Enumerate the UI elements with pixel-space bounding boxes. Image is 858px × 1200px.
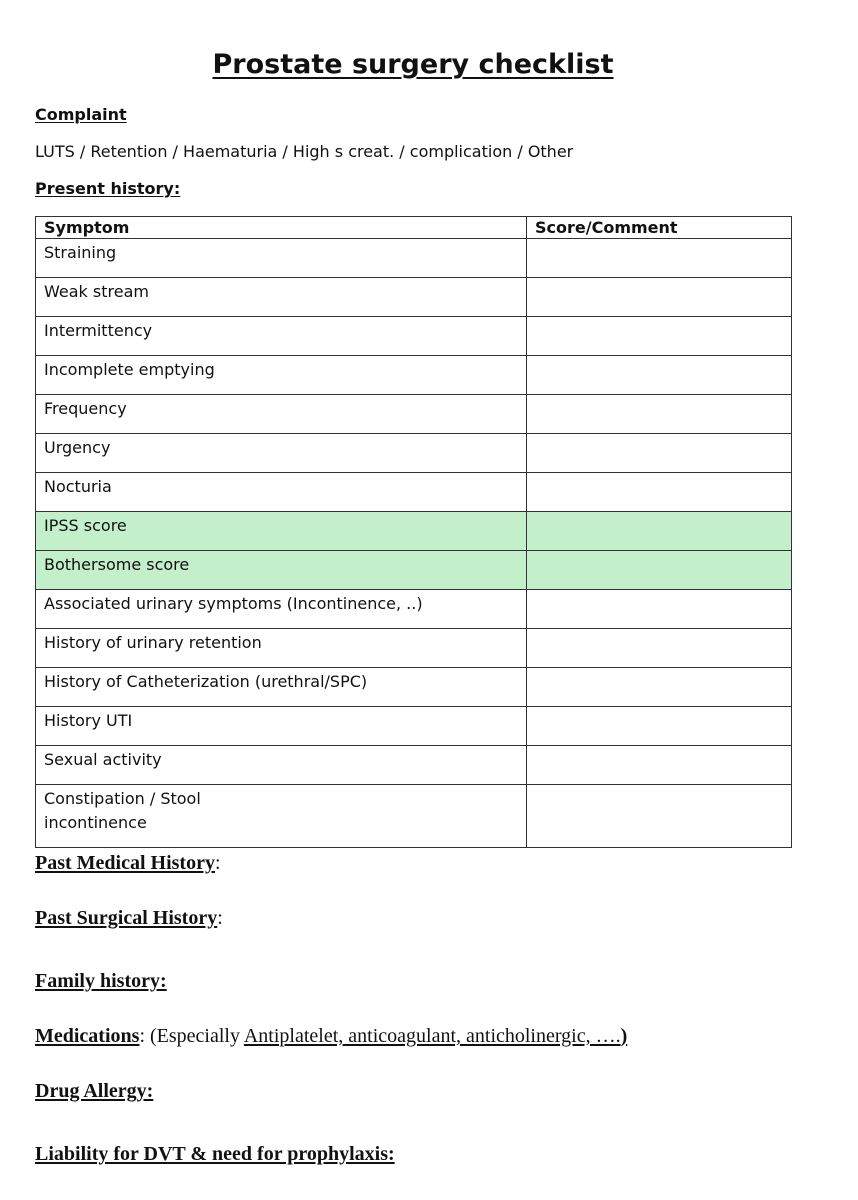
symptom-cell: Urgency bbox=[36, 434, 527, 473]
past-medical-history-colon: : bbox=[214, 852, 221, 874]
family-history-label: Family history: bbox=[35, 970, 167, 992]
symptom-table bbox=[35, 216, 792, 848]
symptom-cell: History of urinary retention bbox=[36, 629, 527, 668]
medications-line bbox=[35, 1025, 627, 1048]
score-comment-cell[interactable] bbox=[527, 629, 792, 668]
table-row bbox=[36, 785, 792, 848]
drug-allergy-line bbox=[35, 1080, 153, 1103]
table-row bbox=[36, 239, 792, 278]
score-comment-cell[interactable] bbox=[527, 239, 792, 278]
table-row bbox=[36, 395, 792, 434]
score-comment-cell[interactable] bbox=[527, 668, 792, 707]
page-title: Prostate surgery checklist bbox=[212, 49, 614, 80]
family-history-line bbox=[35, 970, 167, 993]
table-row-highlighted bbox=[36, 551, 792, 590]
symptom-cell bbox=[36, 785, 527, 848]
present-history-heading: Present history: bbox=[35, 179, 181, 198]
symptom-cell: Incomplete emptying bbox=[36, 356, 527, 395]
symptom-cell: Frequency bbox=[36, 395, 527, 434]
score-comment-cell[interactable] bbox=[527, 356, 792, 395]
table-row bbox=[36, 629, 792, 668]
complaint-options: LUTS / Retention / Haematuria / High s creat. / complication / Other bbox=[35, 142, 574, 161]
dvt-prophylaxis-label: Liability for DVT & need for prophylaxis: bbox=[35, 1143, 395, 1165]
symptom-cell: Weak stream bbox=[36, 278, 527, 317]
symptom-cell: Sexual activity bbox=[36, 746, 527, 785]
table-row bbox=[36, 317, 792, 356]
table-row-highlighted bbox=[36, 512, 792, 551]
score-comment-cell[interactable] bbox=[527, 434, 792, 473]
score-comment-cell[interactable] bbox=[527, 395, 792, 434]
past-medical-history-line bbox=[35, 852, 221, 875]
table-row bbox=[36, 707, 792, 746]
past-surgical-history-label: Past Surgical History bbox=[35, 907, 218, 929]
symptom-cell-line: incontinence bbox=[44, 813, 147, 832]
table-row bbox=[36, 590, 792, 629]
symptom-cell: Nocturia bbox=[36, 473, 527, 512]
score-comment-cell[interactable] bbox=[527, 317, 792, 356]
symptom-cell: History UTI bbox=[36, 707, 527, 746]
past-surgical-history-colon: : bbox=[217, 907, 223, 929]
medications-label: Medications bbox=[35, 1025, 140, 1047]
table-header-row bbox=[36, 217, 792, 239]
drug-allergy-label: Drug Allergy: bbox=[35, 1080, 154, 1102]
table-row bbox=[36, 746, 792, 785]
table-row bbox=[36, 278, 792, 317]
score-comment-cell[interactable] bbox=[527, 590, 792, 629]
symptom-column-header: Symptom bbox=[36, 217, 527, 239]
symptom-cell: Bothersome score bbox=[36, 551, 527, 590]
symptom-cell-line: Constipation / Stool bbox=[44, 789, 201, 808]
complaint-heading: Complaint bbox=[35, 105, 127, 124]
table-row bbox=[36, 668, 792, 707]
table-row bbox=[36, 473, 792, 512]
medications-drug-classes: Antiplatelet, anticoagulant, anticholinergic, …. bbox=[243, 1025, 621, 1047]
medications-intro: : (Especially bbox=[139, 1025, 244, 1047]
table-row bbox=[36, 434, 792, 473]
score-comment-cell[interactable] bbox=[527, 278, 792, 317]
past-surgical-history-line bbox=[35, 907, 223, 930]
score-comment-cell[interactable] bbox=[527, 473, 792, 512]
score-comment-cell[interactable] bbox=[527, 512, 792, 551]
table-row bbox=[36, 356, 792, 395]
symptom-cell: Associated urinary symptoms (Incontinence, ..) bbox=[36, 590, 527, 629]
medications-close-paren: ) bbox=[620, 1025, 628, 1047]
symptom-cell: IPSS score bbox=[36, 512, 527, 551]
symptom-cell: Intermittency bbox=[36, 317, 527, 356]
past-medical-history-label: Past Medical History bbox=[35, 852, 215, 874]
score-comment-cell[interactable] bbox=[527, 746, 792, 785]
symptom-cell: History of Catheterization (urethral/SPC) bbox=[36, 668, 527, 707]
score-comment-column-header: Score/Comment bbox=[527, 217, 792, 239]
score-comment-cell[interactable] bbox=[527, 707, 792, 746]
dvt-prophylaxis-line bbox=[35, 1143, 395, 1166]
score-comment-cell[interactable] bbox=[527, 785, 792, 848]
score-comment-cell[interactable] bbox=[527, 551, 792, 590]
symptom-cell: Straining bbox=[36, 239, 527, 278]
